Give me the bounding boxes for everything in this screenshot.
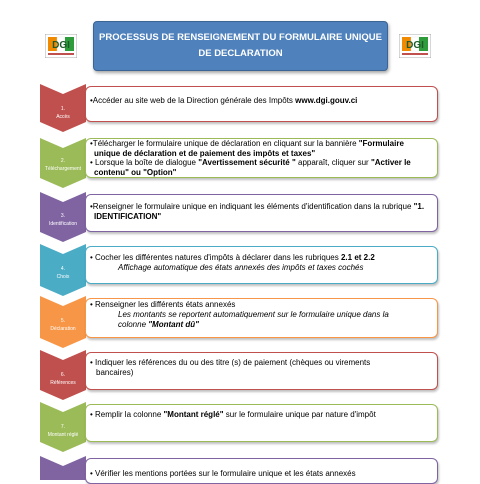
svg-text:DGI: DGI	[52, 40, 70, 51]
step-4-label: Choix	[56, 274, 70, 280]
step-1-acces	[40, 84, 438, 132]
step-8-box	[85, 458, 438, 484]
step-6-box	[85, 352, 438, 390]
step-2-box	[85, 138, 438, 178]
step-7-line-1-end: sur le formulaire unique par nature d'impôt	[223, 410, 376, 419]
step-7-box	[85, 404, 438, 442]
step-2-label: Téléchargement	[44, 166, 82, 172]
title-line-1: PROCESSUS DE RENSEIGNEMENT DU FORMULAIRE UNIQUE	[99, 32, 382, 43]
dgi-logo-right	[399, 34, 431, 58]
step-1-label: Accès	[56, 114, 70, 120]
step-1-number: 1.	[60, 106, 66, 112]
step-7-line-1: • Remplir la colonne	[90, 410, 164, 419]
step-8-verification	[40, 456, 438, 480]
svg-text:DGI: DGI	[406, 40, 424, 51]
step-5-line-1: • Renseigner les différents états annexés	[90, 300, 236, 309]
step-3-line-1: •Renseigner le formulaire unique en indiquant les éléments d'identification dans la rubrique	[90, 202, 414, 211]
step-2-telechargement	[40, 138, 438, 188]
step-7-label: Montant réglé	[47, 432, 79, 438]
page-title	[93, 21, 388, 71]
step-6-references	[40, 350, 438, 400]
step-3-identification	[40, 192, 438, 242]
title-line-2: DE DECLARATION	[198, 48, 283, 59]
step-6-line-1: • Indiquer les références du ou des titre (s) de paiement (chèques ou virements	[90, 358, 371, 367]
dgi-website-link: www.dgi.gouv.ci	[295, 96, 358, 105]
step-2-line-3-mid: apparaît, cliquer sur	[295, 158, 371, 167]
step-3-line-1-bold: "1.	[413, 202, 425, 211]
step-2-line-3-bold-1: "Avertissement sécurité "	[198, 158, 296, 167]
step-3-line-2: IDENTIFICATION"	[94, 212, 162, 221]
step-6-label: Références	[50, 380, 76, 386]
step-5-line-3: colonne	[118, 320, 149, 329]
step-4-line-1-bold: 2.1 et 2.2	[340, 253, 375, 262]
step-2-line-3-bold-2: "Activer le	[370, 158, 411, 167]
step-8-line-1: • Vérifier les mentions portées sur le formulaire unique et les états annexés	[90, 469, 356, 478]
step-1-box	[85, 86, 438, 122]
dgi-logo-left	[45, 34, 77, 58]
step-6-number: 6.	[60, 372, 66, 378]
step-5-label: Déclaration	[50, 326, 76, 332]
step-2-line-2: unique de déclaration et de paiement des impôts et taxes"	[94, 148, 316, 158]
step-7-montant-regle	[40, 402, 438, 452]
step-3-label: Identification	[48, 221, 78, 227]
step-1-text: •Accéder au site web de la Direction générale des Impôts	[90, 96, 296, 105]
step-5-declaration	[40, 296, 438, 348]
step-3-number: 3.	[60, 213, 66, 219]
step-2-line-1: •Télécharger le formulaire unique de déclaration en cliquant sur la bannière	[90, 139, 359, 148]
step-5-line-3-bold: "Montant dû"	[148, 320, 199, 329]
step-4-choix	[40, 244, 438, 296]
step-2-line-1-bold: "Formulaire	[358, 139, 404, 148]
step-2-line-3: • Lorsque la boîte de dialogue	[90, 158, 199, 167]
step-6-line-2: bancaires)	[96, 368, 134, 377]
step-7-number: 7.	[60, 424, 66, 430]
step-4-line-2: Affichage automatique des états annexés des impôts et taxes cochés	[118, 263, 364, 272]
step-2-line-4: contenu" ou "Option"	[94, 167, 177, 177]
step-8-chevron	[40, 456, 86, 480]
step-4-number: 4.	[60, 266, 66, 272]
step-5-line-2: Les montants se reportent automatiquement sur le formulaire unique dans la	[118, 310, 389, 319]
step-2-number: 2.	[60, 158, 66, 164]
step-4-box	[85, 246, 438, 284]
step-4-line-1: • Cocher les différentes natures d'impôts à déclarer dans les rubriques	[90, 253, 341, 262]
step-3-box	[85, 194, 438, 232]
step-5-number: 5.	[60, 318, 66, 324]
step-7-line-1-bold: "Montant réglé"	[163, 410, 224, 419]
step-5-box	[85, 298, 438, 338]
